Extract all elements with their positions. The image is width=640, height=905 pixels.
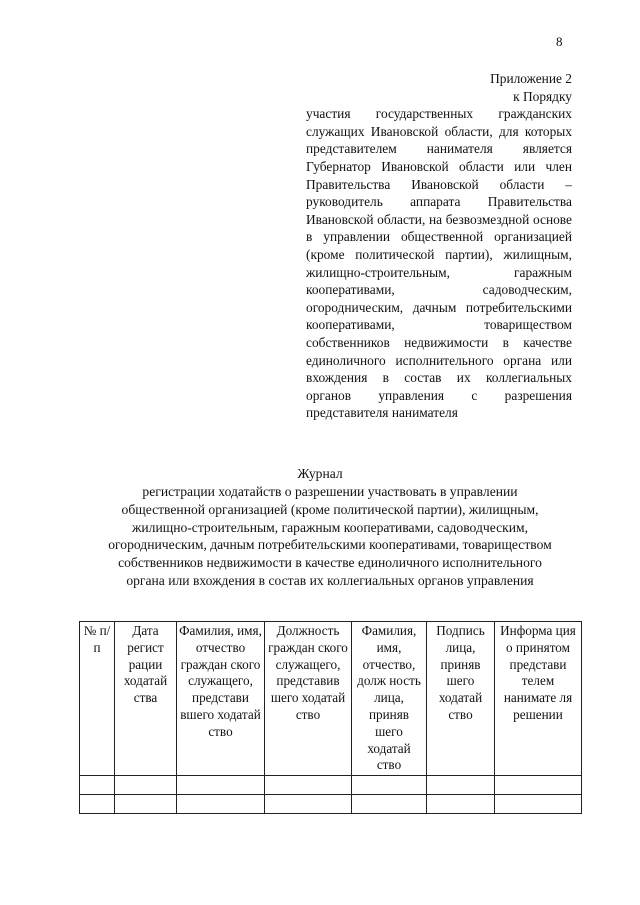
table-cell bbox=[495, 795, 582, 814]
table-cell bbox=[80, 795, 115, 814]
journal-title: Журнал bbox=[297, 466, 343, 481]
table-cell bbox=[265, 795, 352, 814]
header-cell: Подпись лица, приняв шего ходатай ство bbox=[427, 622, 495, 776]
table-row bbox=[80, 776, 582, 795]
register-table bbox=[79, 621, 582, 814]
header-cell: Фамилия, имя, отчество граждан ского служащего, представи вшего ходатай ство bbox=[177, 622, 265, 776]
table-row bbox=[80, 795, 582, 814]
header-cell: Фамилия, имя, отчество, долж ность лица, приняв шего ходатай ство bbox=[352, 622, 427, 776]
table-cell bbox=[177, 795, 265, 814]
table-cell bbox=[80, 776, 115, 795]
table-cell bbox=[177, 776, 265, 795]
table-cell bbox=[115, 776, 177, 795]
table-cell bbox=[265, 776, 352, 795]
page-number: 8 bbox=[556, 34, 563, 49]
journal-subtitle: регистрации ходатайств о разрешении участвовать в управлении общественной организацией (кроме политической партии), жилищным, жилищно-строительным, гаражным кооперативами, садоводческим, огородническим, дачным потребительскими кооперативами, товариществом собственников недвижимости в качестве единоличного исполнительного органа или вхождения в состав их коллегиальных органов управления bbox=[108, 484, 552, 588]
appendix-block bbox=[306, 70, 572, 422]
table-cell bbox=[427, 776, 495, 795]
table-cell bbox=[352, 776, 427, 795]
table-cell bbox=[115, 795, 177, 814]
table-cell bbox=[352, 795, 427, 814]
appendix-title: Приложение 2 bbox=[490, 71, 572, 86]
appendix-text: участия государственных гражданских служащих Ивановской области, для которых представителем нанимателя является Губернатор Ивановской области или член Правительства Ивановской области – руководитель аппарата Правительства Ивановской области, на безвозмездной основе в управлении общественной организацией (кроме политической партии), жилищным, жилищно-строительным, гаражным кооперативами, садоводческим, огородническим, дачным потребительскими кооперативами, товариществом собственников недвижимости в качестве единоличного исполнительного органа или вхождения в состав их коллегиальных органов управления с разрешения представителя нанимателя bbox=[306, 106, 572, 421]
header-cell: Должность граждан ского служащего, представив шего ходатай ство bbox=[265, 622, 352, 776]
appendix-reference: к Порядку bbox=[513, 88, 572, 104]
header-cell: № п/п bbox=[80, 622, 115, 776]
header-cell: Информа ция о принятом представи телем нанимате ля решении bbox=[495, 622, 582, 776]
table-header-row bbox=[80, 622, 582, 776]
table-cell bbox=[495, 776, 582, 795]
header-cell: Дата регист рации ходатай ства bbox=[115, 622, 177, 776]
table-cell bbox=[427, 795, 495, 814]
